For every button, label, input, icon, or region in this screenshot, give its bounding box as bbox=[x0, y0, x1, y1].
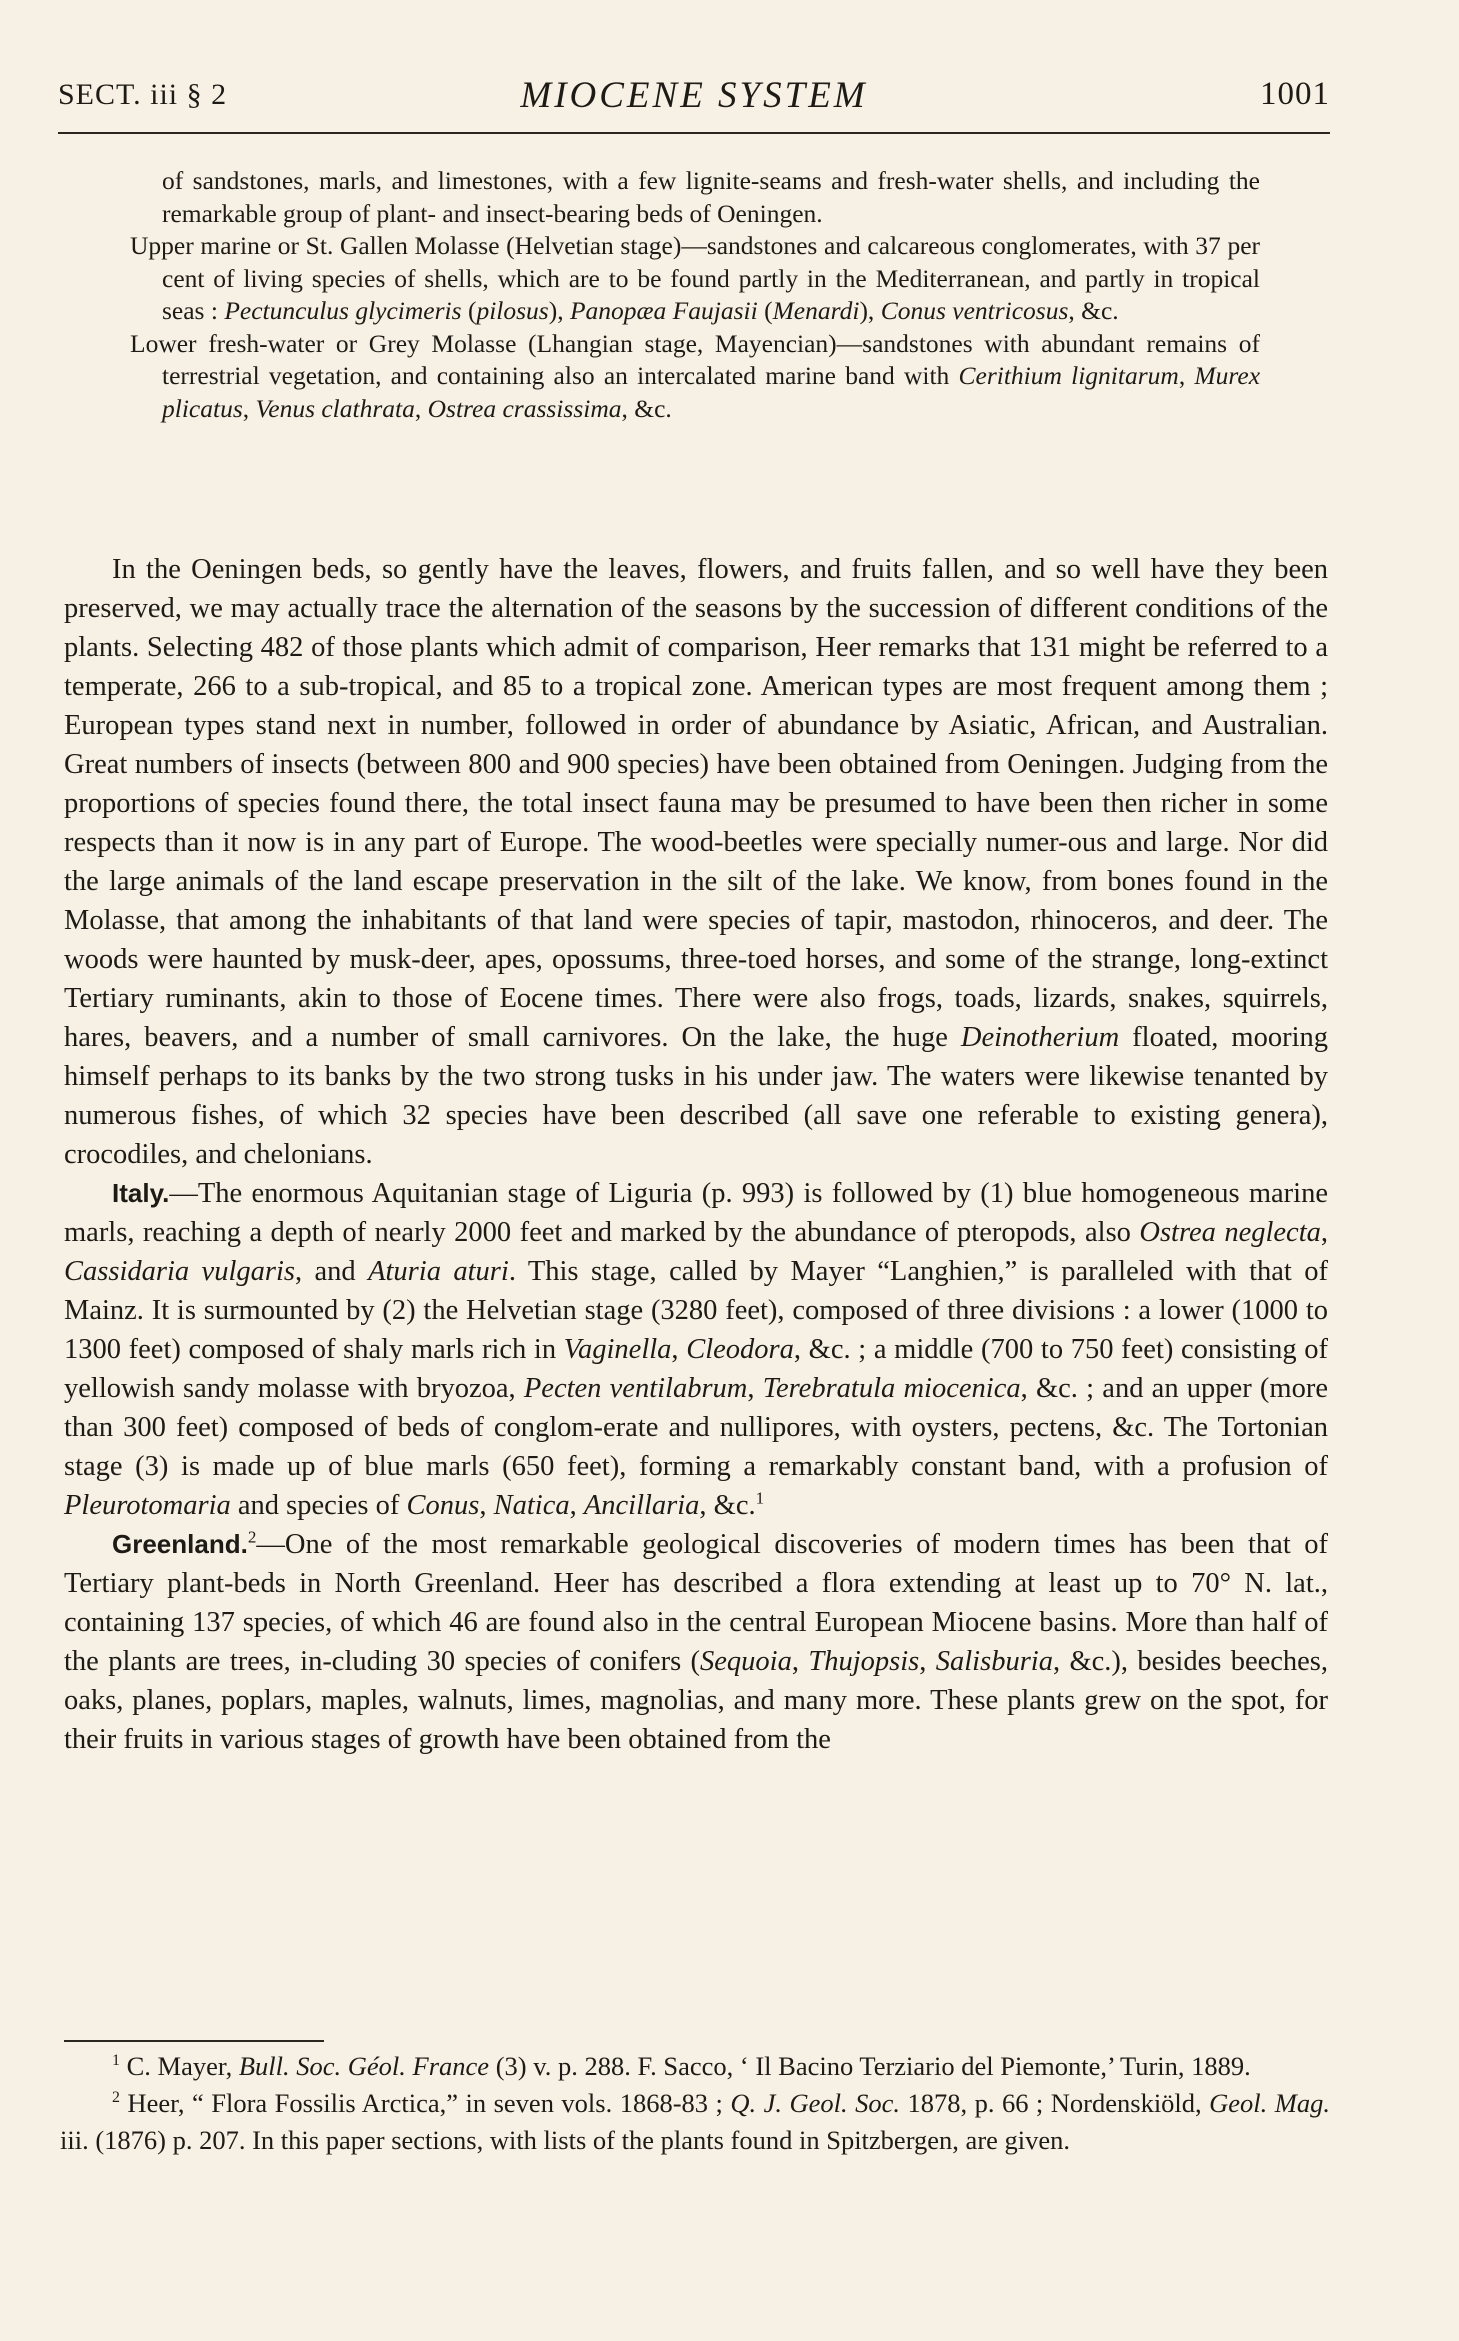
section-label: SECT. iii § 2 bbox=[58, 78, 228, 111]
main-text bbox=[64, 550, 1328, 1759]
paragraph-greenland: Greenland.$^2$—One of the most remarkable geological discoveries of modern times has been that of Tertiary plant-beds in North Greenland. Heer has described a flora extending at least up to 70° N. lat., containing 137 species, of which 46 are found also in the central European Miocene basins. More than half of the plants are trees, in-cluding 30 species of conifers (Sequoia, Thujopsis, Salisburia, &c.), besides beeches, oaks, planes, poplars, maples, walnuts, limes, magnolias, and many more. These plants grew on the spot, for their fruits in various stages of growth have been obtained from the bbox=[64, 1527, 1329, 1755]
footnote-ref-2: 2 bbox=[247, 1527, 257, 1547]
footnote-1: $^1$ C. Mayer, Bull. Soc. Géol. France (3) v. p. 288. F. Sacco, ‘ Il Bacino Terziario del Piemonte,’ Turin, 1889. bbox=[112, 2051, 1251, 2081]
footnote-2: $^2$ Heer, “ Flora Fossilis Arctica,” in seven vols. 1868-83 ; Q. J. Geol. Soc. 1878, p. 66 ; Nordenskiöld, Geol. Mag. iii. (1876) p. 207. In this paper sections, with lists of the plants found in Spitzbergen, are given. bbox=[60, 2088, 1330, 2155]
footnote-ref-1: 1 bbox=[755, 1488, 765, 1508]
list-item: Upper marine or St. Gallen Molasse (Helvetian stage)—sandstones and calcareous conglomerates, with 37 per cent of living species of shells, which are to be found partly in the Mediterranean, and partly in tropical seas : Pectunculus glycimeris (pilosus), Panopæa Faujasii (Menardi), Conus ventricosus, &c. bbox=[130, 231, 1260, 325]
paragraph-italy: Italy.—The enormous Aquitanian stage of Liguria (p. 993) is followed by (1) blue homogeneous marine marls, reaching a depth of nearly 2000 feet and marked by the abundance of pteropods, also Ostrea neglecta, Cassidaria vulgaris, and Aturia aturi. This stage, called by Mayer “Langhien,” is paralleled with that of Mainz. It is surmounted by (2) the Helvetian stage (3280 feet), composed of three divisions : a lower (1000 to 1300 feet) composed of shaly marls rich in Vaginella, Cleodora, &c. ; a middle (700 to 750 feet) consisting of yellowish sandy molasse with bryozoa, Pecten ventilabrum, Terebratula miocenica, &c. ; and an upper (more than 300 feet) composed of beds of conglom-erate and nullipores, with oysters, pectens, &c. The Tortonian stage (3) is made up of blue marls (650 feet), forming a remarkably constant band, with a profusion of Pleurotomaria and species of Conus, Natica, Ancillaria, &c.$^1$ bbox=[64, 1178, 1329, 1521]
running-title: MIOCENE SYSTEM bbox=[520, 75, 868, 116]
footnotes bbox=[60, 2048, 1330, 2159]
stage-list bbox=[130, 165, 1260, 425]
italy-heading: Italy. bbox=[112, 1178, 170, 1208]
page-number: 1001 bbox=[1260, 76, 1330, 112]
footnote-rule bbox=[64, 2040, 324, 2042]
list-item: of sandstones, marls, and limestones, with a few lignite-seams and fresh-water shells, and including the remarkable group of plant- and insect-bearing beds of Oeningen. bbox=[162, 166, 1260, 228]
list-item: Lower fresh-water or Grey Molasse (Lhangian stage, Mayencian)—sandstones with abundant remains of terrestrial vegetation, and containing also an intercalated marine band with Cerithium lignitarum, Murex plicatus, Venus clathrata, Ostrea crassissima, &c. bbox=[130, 328, 1261, 423]
greenland-heading: Greenland. bbox=[112, 1529, 248, 1559]
paragraph-oeningen: In the Oeningen beds, so gently have the leaves, flowers, and fruits fallen, and so well have they been preserved, we may actually trace the alternation of the seasons by the succession of different conditions of the plants. Selecting 482 of those plants which admit of comparison, Heer remarks that 131 might be referred to a temperate, 266 to a sub-tropical, and 85 to a tropical zone. American types are most frequent among them ; European types stand next in number, followed in order of abundance by Asiatic, African, and Australian. Great numbers of insects (between 800 and 900 species) have been obtained from Oeningen. Judging from the proportions of species found there, the total insect fauna may be presumed to have been then richer in some respects than it now is in any part of Europe. The wood-beetles were specially numer-ous and large. Nor did the large animals of the land escape preservation in the silt of the lake. We know, from bones found in the Molasse, that among the inhabitants of that land were species of tapir, mastodon, rhinoceros, and deer. The woods were haunted by musk-deer, apes, opossums, three-toed horses, and some of the strange, long-extinct Tertiary ruminants, akin to those of Eocene times. There were also frogs, toads, lizards, snakes, squirrels, hares, beavers, and a number of small carnivores. On the lake, the huge Deinotherium floated, mooring himself perhaps to its banks by the two strong tusks in his under jaw. The waters were likewise tenanted by numerous fishes, of which 32 species have been described (all save one referable to existing genera), crocodiles, and chelonians. bbox=[64, 554, 1328, 1170]
running-header bbox=[58, 74, 1330, 124]
header-rule bbox=[58, 132, 1330, 134]
